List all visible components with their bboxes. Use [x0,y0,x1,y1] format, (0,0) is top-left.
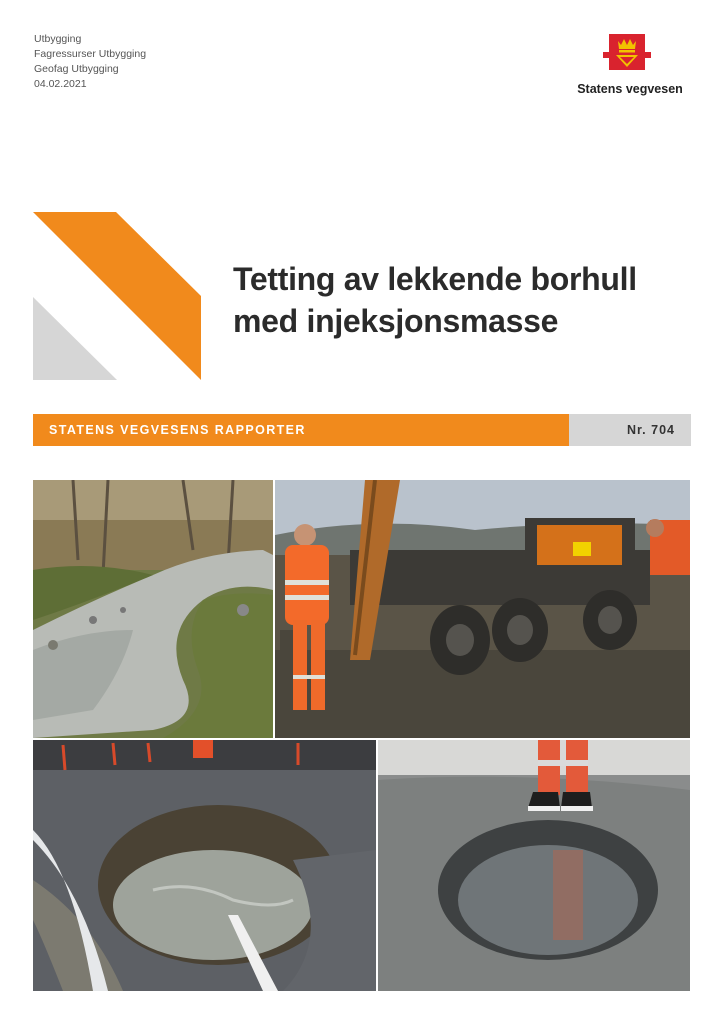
meta-line-section: Fagressurser Utbygging [34,48,147,60]
series-band-orange [33,414,569,446]
statens-vegvesen-logo [569,32,691,98]
drill-rig-photo [275,480,690,738]
title-line-2: med injeksjonsmasse [233,303,559,339]
meta-line-unit: Geofag Utbygging [34,63,119,75]
title-line-1: Tetting av lekkende borhull [233,261,637,297]
report-number: Nr. 704 [626,423,675,437]
decorative-stripes [33,212,203,382]
logo-wordmark: Statens vegvesen [577,82,683,96]
grey-water-stream-photo [33,480,273,738]
report-series-band [33,414,691,446]
crown-shield-icon [603,32,651,74]
road-sinkhole-photo [33,740,376,991]
meta-line-department: Utbygging [34,33,82,45]
document-meta [34,32,146,92]
water-filled-crater-photo [378,740,690,991]
meta-line-date: 04.02.2021 [34,78,87,90]
number-band-grey [569,414,691,446]
report-title [233,258,703,342]
series-label: STATENS VEGVESENS RAPPORTER [49,423,306,437]
